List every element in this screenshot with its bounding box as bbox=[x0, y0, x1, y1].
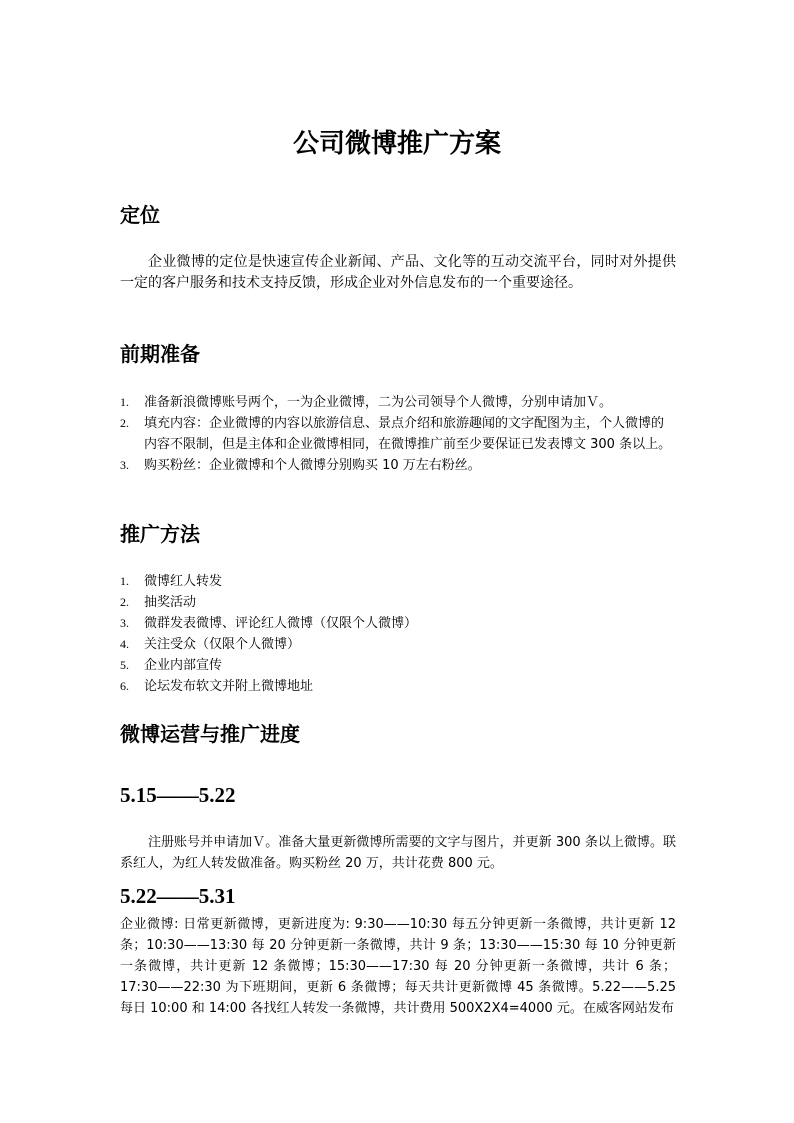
list-item-text: 抽奖活动 bbox=[144, 595, 197, 610]
list-item-text: 论坛发布软文并附上微博地址 bbox=[144, 679, 314, 694]
list-number: 4. bbox=[120, 637, 129, 651]
list-number: 1. bbox=[120, 574, 129, 588]
paragraph-positioning: 企业微博的定位是快速宣传企业新闻、产品、文化等的互动交流平台，同时对外提供一定的客户服务和技术支持反馈，形成企业对外信息发布的一个重要途径。 bbox=[120, 254, 676, 291]
list-item-text: 微博红人转发 bbox=[144, 574, 223, 589]
heading-positioning: 定位 bbox=[120, 203, 160, 227]
list-item bbox=[120, 592, 676, 613]
list-item-text: 填充内容：企业微博的内容以旅游信息、景点介绍和旅游趣闻的文字配图为主，个人微博的内容不限制，但是主体和企业微博相同，在微博推广前至少要保证已发表博文 300 条以上。 bbox=[144, 416, 672, 452]
list-item-text: 微群发表微博、评论红人微博（仅限个人微博） bbox=[144, 616, 418, 631]
heading-operations: 微博运营与推广进度 bbox=[120, 722, 300, 746]
list-item-text: 企业内部宣传 bbox=[144, 658, 223, 673]
list-number: 1. bbox=[120, 395, 129, 409]
heading-methods: 推广方法 bbox=[120, 522, 200, 546]
heading-phase1: 5.15——5.22 bbox=[120, 783, 236, 807]
list-item bbox=[120, 392, 676, 413]
paragraph-phase1: 注册账号并申请加Ｖ。准备大量更新微博所需要的文字与图片，并更新 300 条以上微博。联系红人，为红人转发做准备。购买粉丝 20 万，共计花费 800 元。 bbox=[120, 835, 676, 871]
list-item-text: 关注受众（仅限个人微博） bbox=[144, 637, 301, 652]
methods-list bbox=[120, 571, 676, 697]
list-number: 3. bbox=[120, 616, 129, 630]
list-number: 3. bbox=[120, 458, 129, 472]
list-number: 5. bbox=[120, 658, 129, 672]
list-item-text: 购买粉丝：企业微博和个人微博分别购买 10 万左右粉丝。 bbox=[144, 458, 481, 473]
paragraph-phase2: 企业微博: 日常更新微博，更新进度为: 9:30——10:30 每五分钟更新一条微博，共计更新 12 条；10:30——13:30 每 20 分钟更新一条微博，共计 9 条；13:30——15:30 每 10 分钟更新一条微博，共计更新 12 条微博；15:30——17:30 每 20 分钟更新一条微博，共计 6 条；17:30——22:30 为下班期间，更新 6 条微博；每天共计更新微博 45 条微博。5.22——5.25 每日 10:00 和 14:00 各找红人转发一条微博，共计费用 500X2X4=4000 元。在威客网站发布 bbox=[120, 917, 676, 1016]
heading-phase2: 5.22——5.31 bbox=[120, 884, 236, 908]
list-item bbox=[120, 413, 676, 455]
list-number: 2. bbox=[120, 416, 129, 430]
list-item bbox=[120, 634, 676, 655]
list-item bbox=[120, 571, 676, 592]
list-number: 6. bbox=[120, 679, 129, 693]
list-item bbox=[120, 613, 676, 634]
list-item-text: 准备新浪微博账号两个，一为企业微博，二为公司领导个人微博，分别申请加Ｖ。 bbox=[144, 395, 613, 410]
preparation-list bbox=[120, 392, 676, 476]
list-item bbox=[120, 655, 676, 676]
document-title: 公司微博推广方案 bbox=[292, 129, 501, 159]
heading-preparation: 前期准备 bbox=[120, 342, 200, 366]
list-item bbox=[120, 455, 676, 476]
list-item bbox=[120, 676, 676, 697]
list-number: 2. bbox=[120, 595, 129, 609]
